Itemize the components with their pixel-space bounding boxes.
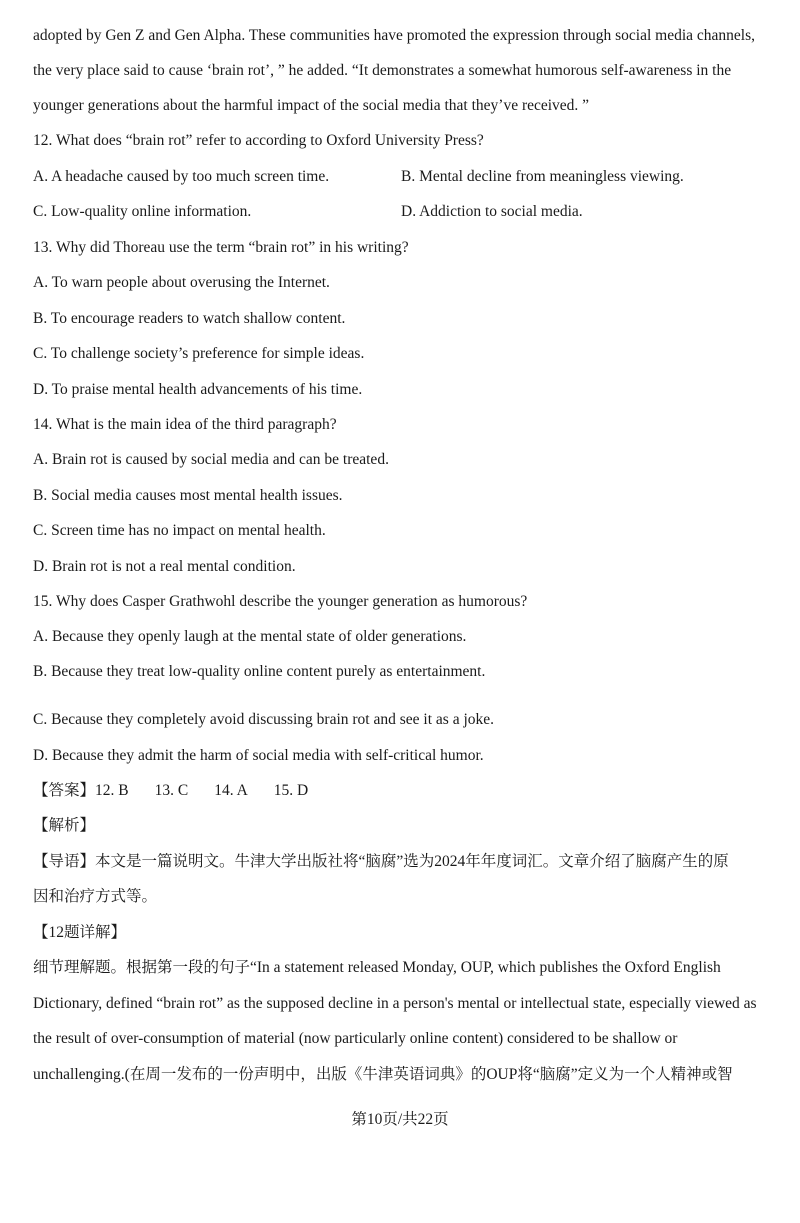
detail-line: unchallenging.(在周一发布的一份声明中，出版《牛津英语词典》的OUP将“脑腐”定义为一个人精神或智 (33, 1066, 733, 1083)
passage-line: adopted by Gen Z and Gen Alpha. These communities have promoted the expression through social media channels, (33, 27, 755, 44)
answer-item: 15. D (273, 782, 309, 799)
question-12-option-c: C. Low-quality online information. (33, 203, 252, 220)
question-15-option-d: D. Because they admit the harm of social media with self-critical humor. (33, 747, 484, 764)
intro-line: 因和治疗方式等。 (33, 888, 158, 905)
question-14-option-c: C. Screen time has no impact on mental health. (33, 522, 326, 539)
question-13-option-a: A. To warn people about overusing the Internet. (33, 274, 330, 291)
question-14-option-b: B. Social media causes most mental health issues. (33, 487, 343, 504)
question-14-option-d: D. Brain rot is not a real mental condition. (33, 558, 296, 575)
intro-line: 【导语】本文是一篇说明文。牛津大学出版社将“脑腐”选为2024年年度词汇。文章介绍了脑腐产生的原 (33, 853, 729, 870)
answer-key-label: 【答案】12. B (33, 782, 129, 799)
analysis-heading: 【解析】 (33, 817, 96, 834)
passage-line: the very place said to cause ‘brain rot’, ” he added. “It demonstrates a somewhat humorous self-awareness in the (33, 62, 732, 79)
question-12-option-a: A. A headache caused by too much screen time. (33, 168, 330, 185)
question-15-option-a: A. Because they openly laugh at the mental state of older generations. (33, 628, 467, 645)
answer-item: 13. C (154, 782, 189, 799)
detail-heading: 【12题详解】 (33, 924, 127, 941)
question-13-option-c: C. To challenge society’s preference for simple ideas. (33, 345, 365, 362)
question-14-stem: 14. What is the main idea of the third paragraph? (33, 416, 337, 433)
answer-key (33, 781, 334, 801)
answer-item: 14. A (214, 782, 248, 799)
question-12-option-d: D. Addiction to social media. (401, 203, 583, 220)
question-12-option-b: B. Mental decline from meaningless viewing. (401, 168, 684, 185)
question-13-stem: 13. Why did Thoreau use the term “brain rot” in his writing? (33, 239, 409, 256)
question-14-option-a: A. Brain rot is caused by social media and can be treated. (33, 451, 389, 468)
detail-line: 细节理解题。根据第一段的句子“In a statement released Monday, OUP, which publishes the Oxford English (33, 959, 721, 976)
question-15-option-b: B. Because they treat low-quality online content purely as entertainment. (33, 663, 486, 680)
page-number: 第10页/共22页 (351, 1111, 449, 1128)
detail-line: the result of over-consumption of material (now particularly online content) considered to be shallow or (33, 1030, 678, 1047)
question-13-option-b: B. To encourage readers to watch shallow content. (33, 310, 346, 327)
passage-line: younger generations about the harmful impact of the social media that they’ve received. ” (33, 97, 590, 114)
question-13-option-d: D. To praise mental health advancements of his time. (33, 381, 363, 398)
question-12-stem: 12. What does “brain rot” refer to according to Oxford University Press? (33, 132, 484, 149)
detail-line: Dictionary, defined “brain rot” as the supposed decline in a person's mental or intellectual state, especially viewed as (33, 995, 757, 1012)
question-15-option-c: C. Because they completely avoid discussing brain rot and see it as a joke. (33, 711, 495, 728)
question-15-stem: 15. Why does Casper Grathwohl describe the younger generation as humorous? (33, 593, 528, 610)
